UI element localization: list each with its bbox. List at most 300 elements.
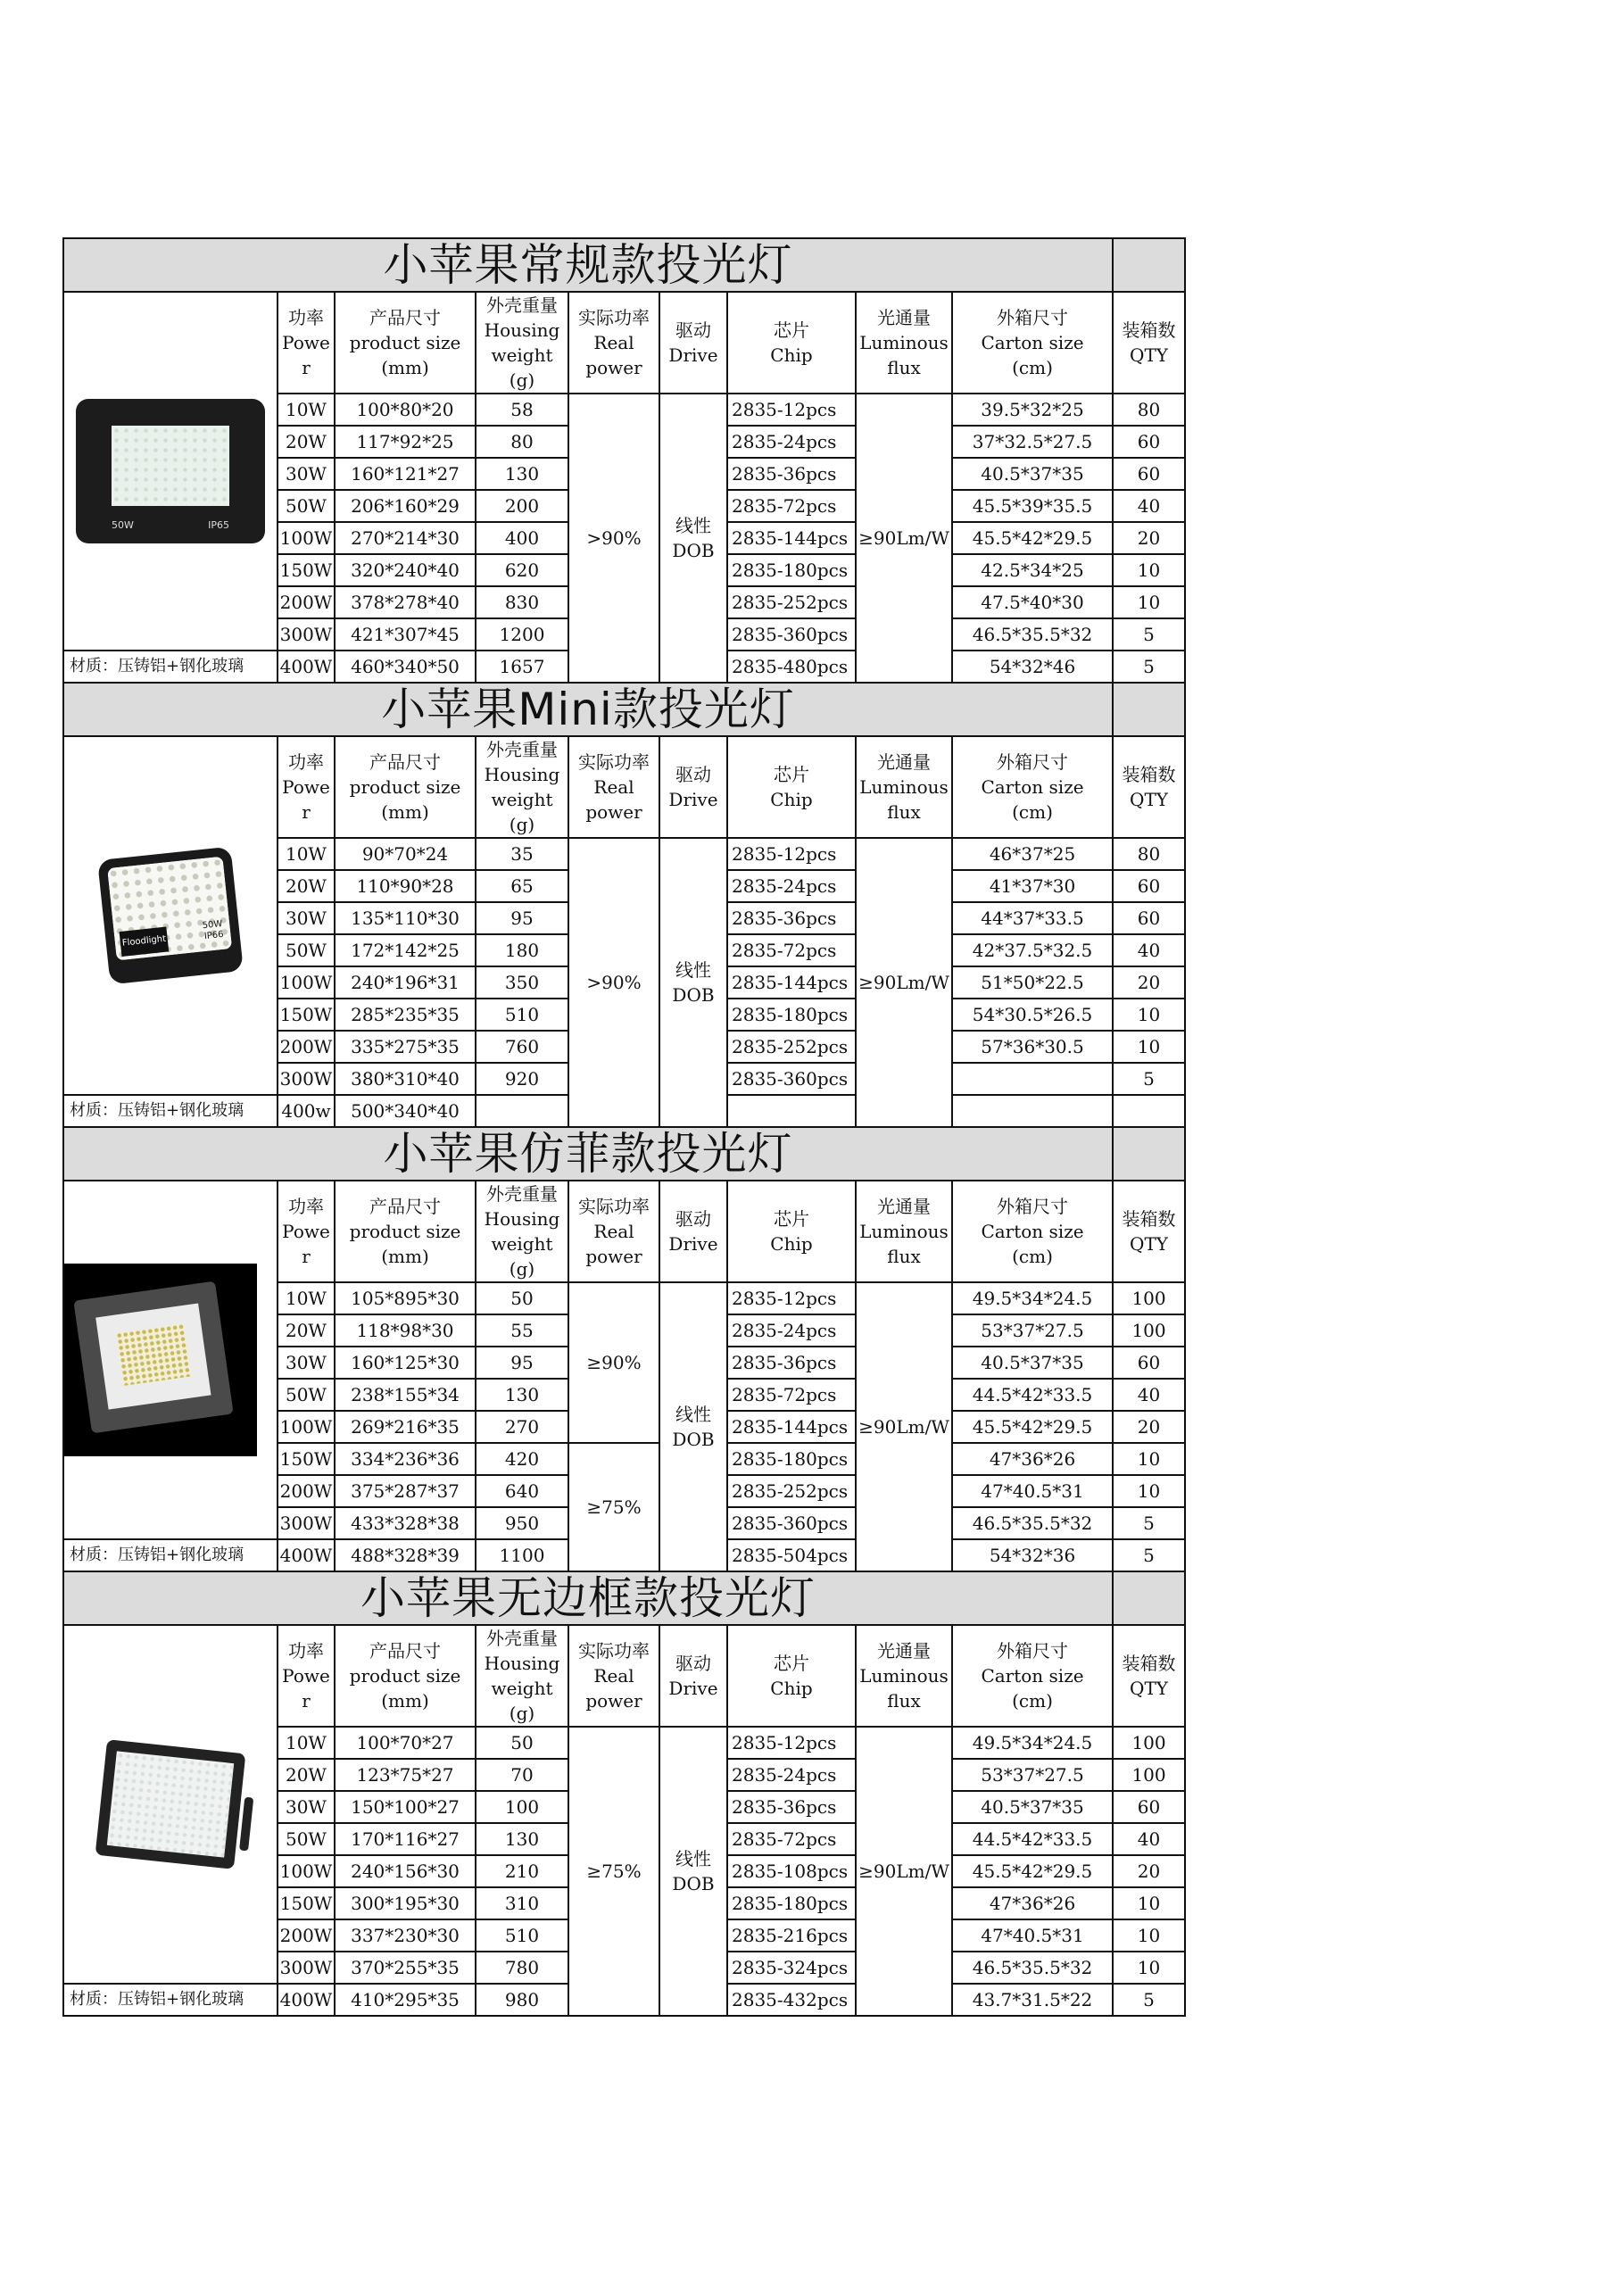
- header-weight: [476, 736, 568, 838]
- power-cell: 150W: [278, 1887, 335, 1919]
- power-cell: 10W: [278, 1727, 335, 1759]
- real-power-cell: >90%: [568, 838, 659, 1127]
- carton-cell: 44.5*42*33.5: [952, 1379, 1113, 1411]
- header-qty-line: 装箱数: [1122, 1208, 1176, 1230]
- header-size: [335, 1625, 476, 1727]
- size-cell: 380*310*40: [335, 1063, 476, 1095]
- header-drive: [659, 292, 727, 394]
- header-carton-line: 外箱尺寸: [997, 1640, 1069, 1662]
- header-carton: [952, 1181, 1113, 1282]
- header-chip-line: Chip: [770, 344, 813, 366]
- header-power-line: 功率: [288, 1196, 324, 1217]
- chip-cell: 2835-36pcs: [727, 1791, 856, 1823]
- header-carton: [952, 292, 1113, 394]
- weight-cell: 200: [476, 490, 568, 522]
- size-cell: 334*236*36: [335, 1443, 476, 1475]
- header-qty-line: QTY: [1130, 344, 1168, 366]
- qty-cell: 5: [1113, 1063, 1185, 1095]
- weight-cell: 950: [476, 1507, 568, 1539]
- chip-cell: 2835-36pcs: [727, 458, 856, 490]
- size-cell: 378*278*40: [335, 586, 476, 618]
- carton-cell: 40.5*37*35: [952, 1347, 1113, 1379]
- header-power-line: r: [302, 357, 311, 378]
- header-real-line: Real: [593, 1665, 634, 1687]
- chip-cell: 2835-108pcs: [727, 1855, 856, 1887]
- header-flux-line: Luminous: [859, 332, 949, 353]
- header-size-line: (mm): [381, 1690, 429, 1712]
- carton-cell: 41*37*30: [952, 870, 1113, 902]
- header-flux: [856, 1625, 952, 1727]
- chip-cell: 2835-180pcs: [727, 999, 856, 1031]
- header-flux: [856, 736, 952, 838]
- weight-cell: 920: [476, 1063, 568, 1095]
- power-cell: 20W: [278, 426, 335, 458]
- carton-cell: 57*36*30.5: [952, 1031, 1113, 1063]
- power-cell: 30W: [278, 1791, 335, 1823]
- chip-cell: 2835-72pcs: [727, 490, 856, 522]
- carton-cell: 44*37*33.5: [952, 902, 1113, 934]
- power-cell: 400w: [278, 1095, 335, 1127]
- header-power: [278, 736, 335, 838]
- power-cell: 50W: [278, 934, 335, 966]
- weight-cell: 760: [476, 1031, 568, 1063]
- weight-cell: 310: [476, 1887, 568, 1919]
- carton-cell: 45.5*42*29.5: [952, 1411, 1113, 1443]
- header-power-line: 功率: [288, 1640, 324, 1662]
- qty-cell: [1113, 1095, 1185, 1127]
- size-cell: 160*121*27: [335, 458, 476, 490]
- title-blank-cell: [1113, 1127, 1185, 1181]
- power-cell: 300W: [278, 618, 335, 651]
- material-label: 材质：压铸铝+钢化玻璃: [63, 651, 278, 683]
- section-title: 小苹果常规款投光灯: [63, 238, 1113, 292]
- power-cell: 10W: [278, 838, 335, 870]
- header-weight-line: Housing: [484, 1208, 560, 1230]
- carton-cell: 53*37*27.5: [952, 1759, 1113, 1791]
- chip-cell: 2835-252pcs: [727, 586, 856, 618]
- drive-line: 线性: [675, 515, 711, 536]
- carton-cell: 40.5*37*35: [952, 458, 1113, 490]
- qty-cell: 80: [1113, 838, 1185, 870]
- size-cell: 460*340*50: [335, 651, 476, 683]
- qty-cell: 5: [1113, 1539, 1185, 1571]
- header-size-line: (mm): [381, 357, 429, 378]
- qty-cell: 10: [1113, 1443, 1185, 1475]
- qty-cell: 60: [1113, 1791, 1185, 1823]
- drive-cell: [659, 838, 727, 1127]
- size-cell: 335*275*35: [335, 1031, 476, 1063]
- header-flux-line: 光通量: [877, 1640, 931, 1662]
- drive-cell: [659, 394, 727, 683]
- header-weight: [476, 1181, 568, 1282]
- section-title: 小苹果仿菲款投光灯: [63, 1127, 1113, 1181]
- weight-cell: 270: [476, 1411, 568, 1443]
- header-chip-line: 芯片: [774, 1208, 809, 1230]
- weight-cell: 350: [476, 966, 568, 999]
- header-qty-line: QTY: [1130, 1678, 1168, 1699]
- header-chip-line: 芯片: [774, 319, 809, 341]
- header-chip-line: Chip: [770, 1678, 813, 1699]
- size-cell: 375*287*37: [335, 1475, 476, 1507]
- chip-cell: 2835-360pcs: [727, 618, 856, 651]
- header-carton-line: (cm): [1012, 1246, 1053, 1267]
- header-flux: [856, 292, 952, 394]
- header-drive-line: Drive: [668, 344, 718, 366]
- size-cell: 170*116*27: [335, 1823, 476, 1855]
- header-flux-line: Luminous: [859, 1221, 949, 1242]
- qty-cell: 40: [1113, 490, 1185, 522]
- chip-cell: 2835-36pcs: [727, 902, 856, 934]
- header-weight-line: weight: [491, 1233, 553, 1255]
- carton-cell: 40.5*37*35: [952, 1791, 1113, 1823]
- drive-line: DOB: [672, 984, 715, 1006]
- header-real: [568, 1181, 659, 1282]
- weight-cell: 58: [476, 394, 568, 426]
- weight-cell: 400: [476, 522, 568, 554]
- carton-cell: 49.5*34*24.5: [952, 1727, 1113, 1759]
- drive-line: DOB: [672, 540, 715, 561]
- chip-cell: 2835-72pcs: [727, 1379, 856, 1411]
- carton-cell: 43.7*31.5*22: [952, 1984, 1113, 2016]
- header-qty-line: 装箱数: [1122, 1653, 1176, 1674]
- chip-cell: 2835-180pcs: [727, 1887, 856, 1919]
- carton-cell: 47*40.5*31: [952, 1919, 1113, 1952]
- product-photo-cell: [63, 736, 278, 1095]
- real-power-cell: ≥90%: [568, 1282, 659, 1443]
- weight-cell: 1100: [476, 1539, 568, 1571]
- chip-cell: 2835-480pcs: [727, 651, 856, 683]
- header-weight-line: 外壳重量: [486, 739, 558, 760]
- power-cell: 100W: [278, 1411, 335, 1443]
- size-cell: 123*75*27: [335, 1759, 476, 1791]
- chip-cell: 2835-12pcs: [727, 838, 856, 870]
- header-power-line: Powe: [282, 776, 330, 798]
- header-power: [278, 1181, 335, 1282]
- carton-cell: 45.5*42*29.5: [952, 522, 1113, 554]
- chip-cell: 2835-432pcs: [727, 1984, 856, 2016]
- real-power-cell: ≥75%: [568, 1443, 659, 1571]
- header-chip-line: 芯片: [774, 764, 809, 785]
- header-chip: [727, 736, 856, 838]
- size-cell: 160*125*30: [335, 1347, 476, 1379]
- header-size-line: 产品尺寸: [369, 307, 441, 328]
- chip-cell: 2835-216pcs: [727, 1919, 856, 1952]
- size-cell: 500*340*40: [335, 1095, 476, 1127]
- lamp-label: Floodlight: [120, 927, 170, 957]
- size-cell: 100*70*27: [335, 1727, 476, 1759]
- header-weight: [476, 292, 568, 394]
- weight-cell: 210: [476, 1855, 568, 1887]
- power-cell: 150W: [278, 1443, 335, 1475]
- power-cell: 300W: [278, 1952, 335, 1984]
- size-cell: 100*80*20: [335, 394, 476, 426]
- weight-cell: 1657: [476, 651, 568, 683]
- header-chip-line: Chip: [770, 1233, 813, 1255]
- qty-cell: 10: [1113, 586, 1185, 618]
- header-qty: [1113, 736, 1185, 838]
- drive-cell: [659, 1727, 727, 2016]
- header-drive-line: 驱动: [675, 764, 711, 785]
- header-weight-line: weight: [491, 1678, 553, 1699]
- header-real-line: 实际功率: [578, 1640, 650, 1662]
- weight-cell: [476, 1095, 568, 1127]
- header-power-line: Powe: [282, 1221, 330, 1242]
- header-size: [335, 1181, 476, 1282]
- header-power-line: r: [302, 1246, 311, 1267]
- header-power: [278, 292, 335, 394]
- power-cell: 100W: [278, 966, 335, 999]
- header-carton-line: (cm): [1012, 1690, 1053, 1712]
- carton-cell: 54*30.5*26.5: [952, 999, 1113, 1031]
- chip-cell: 2835-180pcs: [727, 554, 856, 586]
- header-carton-line: 外箱尺寸: [997, 307, 1069, 328]
- header-drive-line: 驱动: [675, 319, 711, 341]
- carton-cell: 45.5*39*35.5: [952, 490, 1113, 522]
- header-weight-line: Housing: [484, 319, 560, 341]
- header-size-line: 产品尺寸: [369, 1640, 441, 1662]
- header-flux-line: Luminous: [859, 1665, 949, 1687]
- header-carton-line: Carton size: [981, 1221, 1084, 1242]
- chip-cell: 2835-24pcs: [727, 426, 856, 458]
- carton-cell: 42.5*34*25: [952, 554, 1113, 586]
- qty-cell: 5: [1113, 1984, 1185, 2016]
- header-weight: [476, 1625, 568, 1727]
- title-blank-cell: [1113, 1571, 1185, 1625]
- chip-cell: 2835-504pcs: [727, 1539, 856, 1571]
- qty-cell: 40: [1113, 1379, 1185, 1411]
- qty-cell: 10: [1113, 999, 1185, 1031]
- header-real: [568, 292, 659, 394]
- carton-cell: 51*50*22.5: [952, 966, 1113, 999]
- header-weight-line: (g): [509, 1703, 535, 1724]
- product-photo-cell: [63, 1625, 278, 1984]
- header-qty-line: 装箱数: [1122, 319, 1176, 341]
- power-cell: 200W: [278, 1475, 335, 1507]
- header-size-line: (mm): [381, 1246, 429, 1267]
- chip-cell: 2835-252pcs: [727, 1475, 856, 1507]
- section-title: 小苹果无边框款投光灯: [63, 1571, 1113, 1625]
- header-drive-line: Drive: [668, 1678, 718, 1699]
- power-cell: 50W: [278, 1823, 335, 1855]
- header-weight-line: weight: [491, 344, 553, 366]
- carton-cell: 46.5*35.5*32: [952, 1952, 1113, 1984]
- carton-cell: [952, 1063, 1113, 1095]
- power-cell: 150W: [278, 554, 335, 586]
- lamp-label: 50W: [112, 519, 134, 531]
- power-cell: 200W: [278, 1919, 335, 1952]
- chip-cell: 2835-12pcs: [727, 394, 856, 426]
- qty-cell: 80: [1113, 394, 1185, 426]
- drive-line: 线性: [675, 1848, 711, 1869]
- drive-line: 线性: [675, 959, 711, 981]
- carton-cell: 53*37*27.5: [952, 1314, 1113, 1347]
- size-cell: 238*155*34: [335, 1379, 476, 1411]
- header-real: [568, 1625, 659, 1727]
- qty-cell: 20: [1113, 522, 1185, 554]
- size-cell: 110*90*28: [335, 870, 476, 902]
- power-cell: 20W: [278, 1314, 335, 1347]
- power-cell: 150W: [278, 999, 335, 1031]
- power-cell: 20W: [278, 870, 335, 902]
- size-cell: 370*255*35: [335, 1952, 476, 1984]
- carton-cell: 45.5*42*29.5: [952, 1855, 1113, 1887]
- header-carton-line: 外箱尺寸: [997, 751, 1069, 773]
- header-weight-line: (g): [509, 369, 535, 391]
- size-cell: 117*92*25: [335, 426, 476, 458]
- size-cell: 118*98*30: [335, 1314, 476, 1347]
- size-cell: 320*240*40: [335, 554, 476, 586]
- chip-cell: 2835-24pcs: [727, 1314, 856, 1347]
- size-cell: 285*235*35: [335, 999, 476, 1031]
- size-cell: 206*160*29: [335, 490, 476, 522]
- chip-cell: 2835-72pcs: [727, 1823, 856, 1855]
- header-real-line: Real: [593, 332, 634, 353]
- power-cell: 20W: [278, 1759, 335, 1791]
- qty-cell: 20: [1113, 1855, 1185, 1887]
- header-weight-line: Housing: [484, 764, 560, 785]
- header-chip: [727, 292, 856, 394]
- qty-cell: 10: [1113, 1475, 1185, 1507]
- header-weight-line: 外壳重量: [486, 294, 558, 316]
- header-carton: [952, 736, 1113, 838]
- power-cell: 400W: [278, 651, 335, 683]
- header-real-line: 实际功率: [578, 751, 650, 773]
- header-power-line: 功率: [288, 307, 324, 328]
- size-cell: 135*110*30: [335, 902, 476, 934]
- power-cell: 200W: [278, 586, 335, 618]
- header-real-line: 实际功率: [578, 307, 650, 328]
- header-power-line: Powe: [282, 1665, 330, 1687]
- weight-cell: 50: [476, 1282, 568, 1314]
- header-drive-line: Drive: [668, 789, 718, 810]
- size-cell: 433*328*38: [335, 1507, 476, 1539]
- qty-cell: 20: [1113, 966, 1185, 999]
- carton-cell: 46*37*25: [952, 838, 1113, 870]
- header-qty-line: QTY: [1130, 789, 1168, 810]
- qty-cell: 60: [1113, 870, 1185, 902]
- size-cell: 488*328*39: [335, 1539, 476, 1571]
- size-cell: 105*895*30: [335, 1282, 476, 1314]
- flux-cell: ≥90Lm/W: [856, 838, 952, 1127]
- qty-cell: 60: [1113, 902, 1185, 934]
- chip-cell: 2835-144pcs: [727, 522, 856, 554]
- spec-table: [62, 237, 1186, 2017]
- floodlight-mini-image: [97, 847, 244, 985]
- size-cell: 90*70*24: [335, 838, 476, 870]
- weight-cell: 80: [476, 426, 568, 458]
- header-qty: [1113, 1181, 1185, 1282]
- power-cell: 400W: [278, 1539, 335, 1571]
- header-drive-line: 驱动: [675, 1208, 711, 1230]
- carton-cell: 54*32*36: [952, 1539, 1113, 1571]
- header-qty: [1113, 1625, 1185, 1727]
- carton-cell: 54*32*46: [952, 651, 1113, 683]
- header-weight-line: 外壳重量: [486, 1628, 558, 1649]
- drive-cell: [659, 1282, 727, 1571]
- header-drive-line: 驱动: [675, 1653, 711, 1674]
- chip-cell: 2835-180pcs: [727, 1443, 856, 1475]
- header-drive: [659, 1625, 727, 1727]
- weight-cell: 980: [476, 1984, 568, 2016]
- size-cell: 150*100*27: [335, 1791, 476, 1823]
- power-cell: 300W: [278, 1063, 335, 1095]
- lamp-label: 50W: [202, 918, 223, 932]
- header-flux-line: flux: [887, 1690, 921, 1712]
- header-size-line: product size: [349, 1221, 461, 1242]
- qty-cell: 5: [1113, 651, 1185, 683]
- header-carton-line: (cm): [1012, 357, 1053, 378]
- qty-cell: 5: [1113, 1507, 1185, 1539]
- header-power-line: 功率: [288, 751, 324, 773]
- floodlight-standard-image: [76, 399, 265, 543]
- header-size-line: product size: [349, 1665, 461, 1687]
- size-cell: 421*307*45: [335, 618, 476, 651]
- header-chip-line: Chip: [770, 789, 813, 810]
- title-blank-cell: [1113, 238, 1185, 292]
- header-size-line: (mm): [381, 801, 429, 823]
- qty-cell: 40: [1113, 1823, 1185, 1855]
- qty-cell: 10: [1113, 1031, 1185, 1063]
- flux-cell: ≥90Lm/W: [856, 1727, 952, 2016]
- header-flux-line: flux: [887, 1246, 921, 1267]
- real-power-cell: >90%: [568, 394, 659, 683]
- header-qty: [1113, 292, 1185, 394]
- weight-cell: 640: [476, 1475, 568, 1507]
- weight-cell: 620: [476, 554, 568, 586]
- header-power-line: Powe: [282, 332, 330, 353]
- carton-cell: 46.5*35.5*32: [952, 618, 1113, 651]
- floodlight-philips-style-image: [64, 1264, 257, 1456]
- weight-cell: 510: [476, 1919, 568, 1952]
- header-chip-line: 芯片: [774, 1653, 809, 1674]
- chip-cell: 2835-144pcs: [727, 966, 856, 999]
- power-cell: 200W: [278, 1031, 335, 1063]
- header-drive: [659, 1181, 727, 1282]
- header-power: [278, 1625, 335, 1727]
- product-photo-cell: [63, 292, 278, 651]
- header-real-line: power: [585, 357, 642, 378]
- size-cell: 410*295*35: [335, 1984, 476, 2016]
- header-real: [568, 736, 659, 838]
- qty-cell: 60: [1113, 458, 1185, 490]
- weight-cell: 35: [476, 838, 568, 870]
- header-weight-line: (g): [509, 1258, 535, 1280]
- carton-cell: 49.5*34*24.5: [952, 1282, 1113, 1314]
- header-real-line: Real: [593, 1221, 634, 1242]
- qty-cell: 100: [1113, 1282, 1185, 1314]
- power-cell: 30W: [278, 902, 335, 934]
- qty-cell: 20: [1113, 1411, 1185, 1443]
- header-flux-line: Luminous: [859, 776, 949, 798]
- qty-cell: 10: [1113, 1952, 1185, 1984]
- chip-cell: 2835-72pcs: [727, 934, 856, 966]
- chip-cell: 2835-324pcs: [727, 1952, 856, 1984]
- header-flux-line: 光通量: [877, 307, 931, 328]
- header-chip: [727, 1625, 856, 1727]
- qty-cell: 60: [1113, 1347, 1185, 1379]
- carton-cell: 47*40.5*31: [952, 1475, 1113, 1507]
- power-cell: 30W: [278, 458, 335, 490]
- drive-line: 线性: [675, 1404, 711, 1425]
- weight-cell: 830: [476, 586, 568, 618]
- header-weight-line: 外壳重量: [486, 1183, 558, 1205]
- floodlight-frameless-image: [95, 1739, 246, 1869]
- chip-cell: 2835-252pcs: [727, 1031, 856, 1063]
- carton-cell: [952, 1095, 1113, 1127]
- header-size-line: product size: [349, 776, 461, 798]
- drive-line: DOB: [672, 1429, 715, 1450]
- carton-cell: 39.5*32*25: [952, 394, 1113, 426]
